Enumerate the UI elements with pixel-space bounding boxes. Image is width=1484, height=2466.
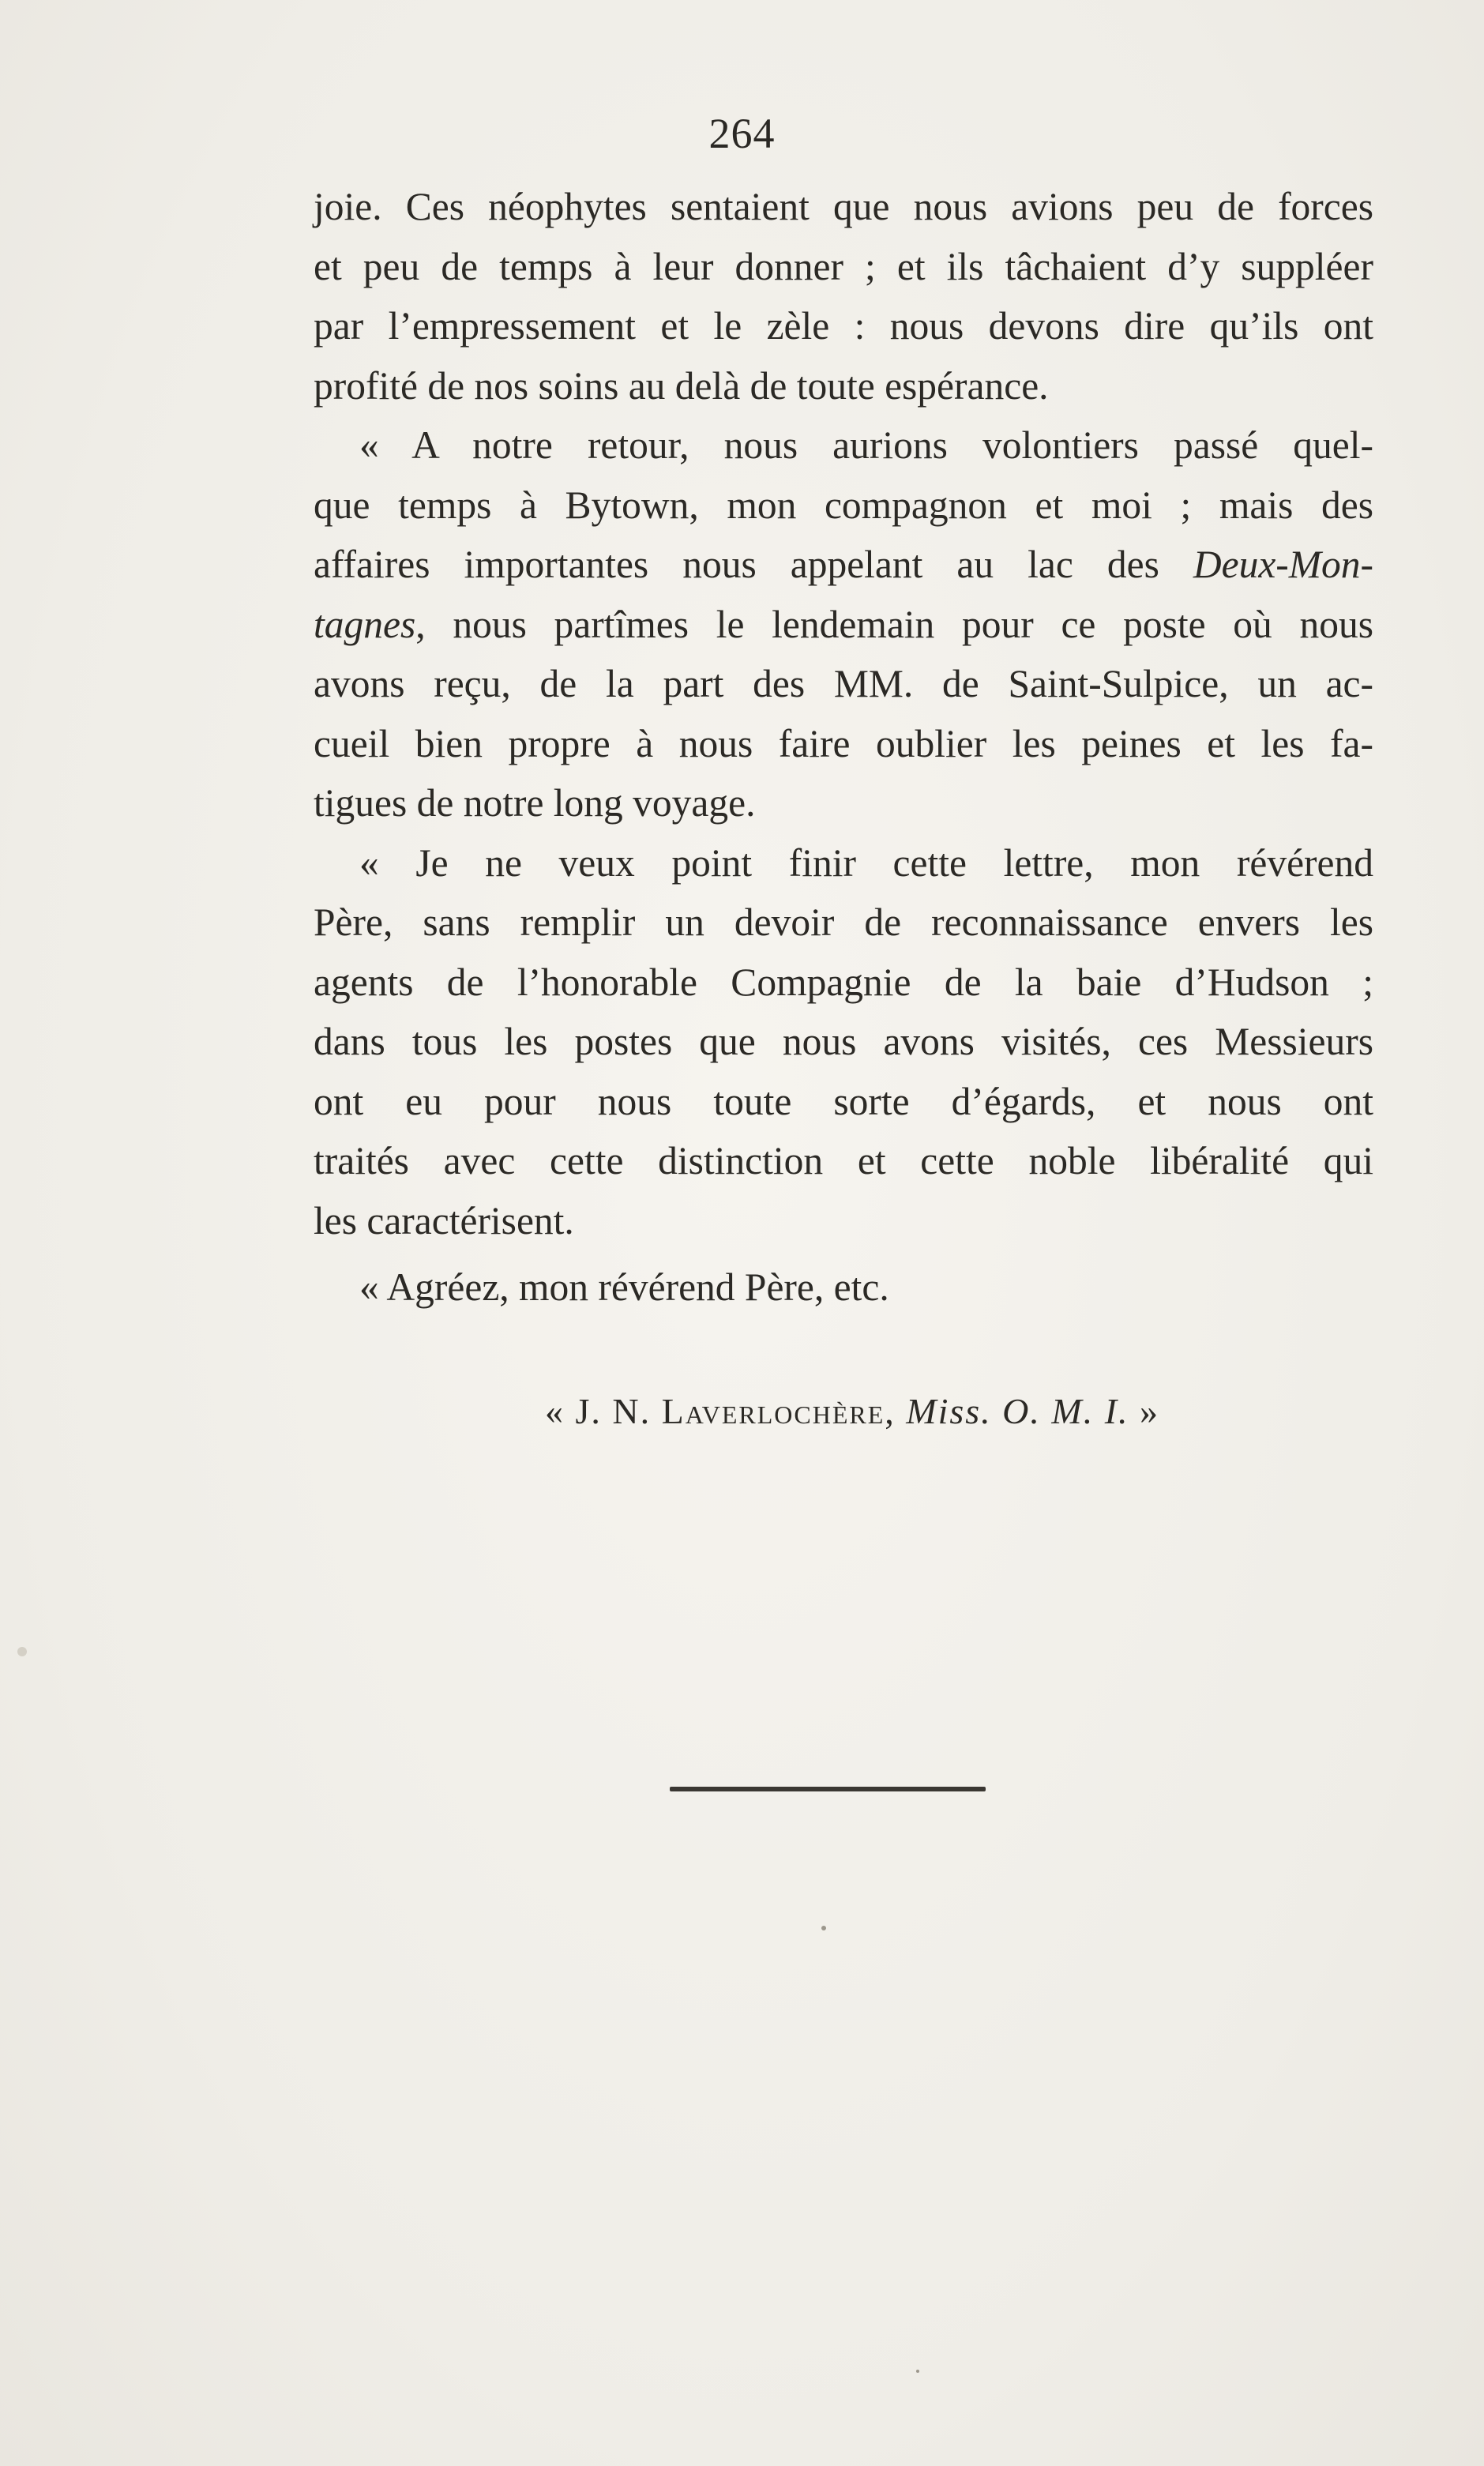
paper-speck — [916, 2370, 919, 2373]
text-line: que temps à Bytown, mon compagnon et moi ; mais des — [314, 483, 1373, 527]
signature-open-quote: « — [545, 1391, 565, 1431]
text-line: « A notre retour, nous aurions volontiers passé quel- — [359, 423, 1373, 467]
text-line: cueil bien propre à nous faire oublier les peines et les fa- — [314, 721, 1373, 765]
text-line: joie. Ces néophytes sentaient que nous avions peu de forces — [314, 185, 1373, 228]
text-segment: , nous partîmes le lendemain pour ce poste où nous — [415, 602, 1373, 646]
text-line: les caractérisent. — [314, 1198, 574, 1242]
signature — [545, 1390, 1159, 1432]
text-line — [314, 535, 1373, 595]
closing-salutation: « Agréez, mon révérend Père, etc. — [359, 1265, 889, 1309]
page-number: 264 — [708, 110, 776, 157]
text-line: agents de l’honorable Compagnie de la baie d’Hudson ; — [314, 960, 1373, 1004]
paper-speck — [821, 1926, 826, 1930]
text-line: traités avec cette distinction et cette noble libéralité qui — [314, 1139, 1373, 1182]
signature-name: J. N. Laverlochère, — [575, 1391, 896, 1431]
text-line: tigues de notre long voyage. — [314, 781, 756, 825]
paper-speck — [17, 1647, 27, 1656]
signature-close-quote: » — [1140, 1391, 1160, 1431]
text-line: par l’empressement et le zèle : nous devons dire qu’ils ont — [314, 304, 1373, 348]
text-line: dans tous les postes que nous avons visités, ces Messieurs — [314, 1020, 1373, 1063]
body-text — [314, 177, 1373, 1250]
place-name-italic: tagnes — [314, 602, 416, 646]
paragraph-2 — [314, 415, 1373, 833]
signature-title: Miss. O. M. I. — [906, 1391, 1129, 1431]
text-line — [314, 595, 1373, 655]
end-rule — [670, 1787, 986, 1791]
text-segment: affaires importantes nous appelant au lac des — [314, 543, 1159, 586]
paragraph-3 — [314, 833, 1373, 1251]
place-name-italic: Deux-Mon- — [1193, 543, 1373, 586]
text-line: ont eu pour nous toute sorte d’égards, et nous ont — [314, 1079, 1373, 1123]
paragraph-1 — [314, 177, 1373, 415]
text-line: avons reçu, de la part des MM. de Saint-Sulpice, un ac- — [314, 662, 1373, 705]
text-line: profité de nos soins au delà de toute espérance. — [314, 363, 1049, 408]
text-line: Père, sans remplir un devoir de reconnaissance envers les — [314, 900, 1373, 944]
text-line: « Je ne veux point finir cette lettre, mon révérend — [359, 840, 1373, 885]
text-line: et peu de temps à leur donner ; et ils tâchaient d’y suppléer — [314, 244, 1373, 288]
